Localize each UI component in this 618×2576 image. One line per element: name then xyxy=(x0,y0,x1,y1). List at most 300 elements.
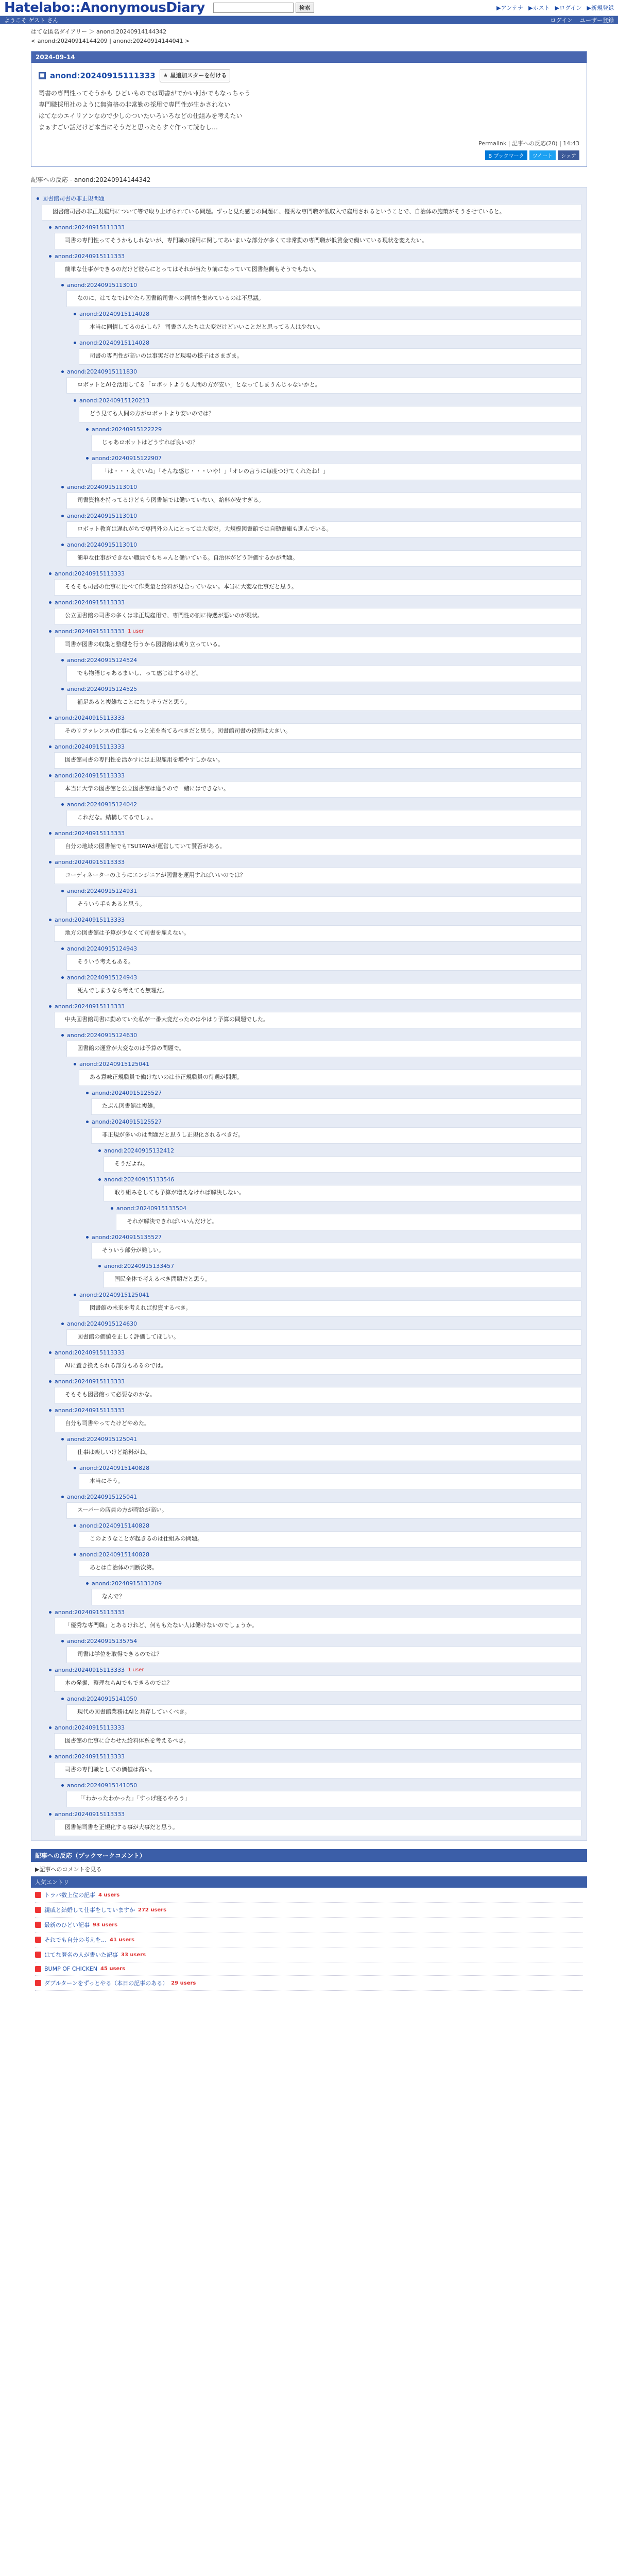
reply-children xyxy=(74,309,581,365)
reply-text: 本当にそう。 xyxy=(90,1478,124,1484)
reply-card xyxy=(54,608,581,624)
reply-text: でも物語じゃあるまいし、って感じはするけど。 xyxy=(77,670,202,676)
reply-card xyxy=(54,637,581,653)
search-form xyxy=(213,3,314,13)
reply-card xyxy=(79,1531,581,1548)
reply-node xyxy=(61,944,581,971)
bullet-icon xyxy=(61,515,64,517)
entry-line: 司書の専門性ってそうかも ひどいものでは司書がでかい何かでもなっちゃう xyxy=(39,90,251,97)
reply-link[interactable]: anond:20240915131209 xyxy=(92,1580,162,1587)
bullet-icon xyxy=(98,1149,101,1152)
reply-link[interactable]: anond:20240915133457 xyxy=(104,1262,175,1269)
bullet-icon xyxy=(61,803,64,806)
reply-text: 図書館の価値を正しく評価してほしい。 xyxy=(77,1333,179,1340)
reply-link[interactable]: anond:20240915124943 xyxy=(67,974,138,981)
reply-link[interactable]: anond:20240915113333 xyxy=(55,1349,125,1356)
reply-card xyxy=(54,1733,581,1750)
reply-card xyxy=(66,983,581,999)
reply-link[interactable]: anond:20240915113333 xyxy=(55,1724,125,1731)
bullet-icon xyxy=(49,1380,52,1383)
top-bar xyxy=(0,0,618,16)
popular-item[interactable] xyxy=(35,1962,583,1976)
reply-head xyxy=(74,1290,581,1299)
reply-link[interactable]: anond:20240915114028 xyxy=(79,310,150,317)
reply-text: スーパーの店員の方が時給が高い。 xyxy=(77,1506,167,1513)
reply-node xyxy=(49,598,581,624)
reply-head xyxy=(61,511,581,520)
reply-link[interactable]: anond:20240915111333 xyxy=(55,224,125,231)
reply-children xyxy=(98,1261,581,1288)
bullet-icon xyxy=(49,1005,52,1008)
reply-children xyxy=(61,1434,581,1605)
popular-item-title[interactable]: はてな匿名の人が書いた記事 xyxy=(44,1952,118,1958)
reply-card xyxy=(79,1473,581,1490)
reply-card xyxy=(79,348,581,365)
welcome-text: ようこそ ゲスト さん xyxy=(4,17,59,24)
reply-card xyxy=(54,723,581,740)
reply-link[interactable]: anond:20240915140828 xyxy=(79,1551,150,1558)
bullet-icon xyxy=(49,1351,52,1354)
reply-node xyxy=(37,194,581,1836)
reply-text: あとは自治体の判断次第。 xyxy=(90,1564,158,1571)
reply-link[interactable]: anond:20240915125041 xyxy=(67,1435,138,1443)
reply-head xyxy=(61,944,581,953)
reply-text: 簡単な仕事ができない職員でもちゃんと働いている。自治体がどう評価するかが問題。 xyxy=(77,554,298,561)
reply-card xyxy=(91,1243,581,1259)
reply-node xyxy=(61,367,581,480)
reply-node xyxy=(49,569,581,596)
reply-link[interactable]: anond:20240915124943 xyxy=(67,945,138,952)
reply-text: 地方の図書館は予算が少なくて司書を雇えない。 xyxy=(65,929,190,936)
reply-link[interactable]: anond:20240915120213 xyxy=(79,397,150,404)
reply-node xyxy=(49,1348,581,1375)
bullet-icon xyxy=(49,919,52,921)
reply-link[interactable]: anond:20240915124630 xyxy=(67,1031,138,1039)
reply-card xyxy=(66,1502,581,1519)
reply-text: 司書が図書の収集と整理を行うから図書館は成り立っている。 xyxy=(65,641,224,648)
reply-card xyxy=(79,1560,581,1577)
reply-node xyxy=(61,1636,581,1663)
bullet-icon xyxy=(61,1323,64,1325)
reply-children xyxy=(74,1059,581,1317)
reply-card xyxy=(79,1300,581,1317)
reply-head xyxy=(74,1550,581,1559)
reply-card xyxy=(66,666,581,682)
reply-node xyxy=(61,800,581,826)
reply-head xyxy=(98,1146,581,1155)
reply-link[interactable]: anond:20240915140828 xyxy=(79,1522,150,1529)
reply-node xyxy=(49,1809,581,1836)
bookmark-comments-link[interactable]: ▶記事へのコメントを見る xyxy=(35,1866,102,1873)
reply-card xyxy=(66,1647,581,1663)
reply-node xyxy=(86,1117,581,1230)
reply-card xyxy=(104,1185,581,1201)
bullet-icon xyxy=(49,774,52,777)
reply-node xyxy=(49,742,581,769)
reply-children xyxy=(61,280,581,567)
reply-head xyxy=(86,425,581,434)
entry-line: はてなのエイリアンなので少しのついたいろいろなどの仕組みを考えたい xyxy=(39,112,243,120)
reply-node xyxy=(49,1665,581,1721)
reply-card xyxy=(54,1416,581,1432)
reply-card xyxy=(66,1791,581,1807)
reply-text: 図書館の未来を考えれば投資するべき。 xyxy=(90,1304,192,1311)
reply-node xyxy=(61,482,581,509)
bullet-icon xyxy=(86,457,89,460)
signup-link[interactable]: ユーザー登録 xyxy=(580,17,614,24)
reply-children xyxy=(61,1030,581,1346)
reply-card xyxy=(54,839,581,855)
reply-head xyxy=(49,828,581,838)
entry-line: まぁすごい話だけど本当にそうだと思ったらすぐ作って読むし… xyxy=(39,124,218,131)
entry-line: 専門職採用社のように無資格の非常勤の採用で専門性が生かされない xyxy=(39,101,231,108)
popular-item-count[interactable]: 41 users xyxy=(110,1937,135,1943)
reply-card xyxy=(54,925,581,942)
reply-node xyxy=(61,973,581,999)
reply-node xyxy=(61,280,581,365)
reply-node xyxy=(49,857,581,913)
reply-node xyxy=(49,915,581,999)
reply-link[interactable]: anond:20240915135527 xyxy=(92,1233,162,1241)
reply-link[interactable]: anond:20240915113333 xyxy=(55,714,125,721)
reply-link[interactable]: anond:20240915113333 xyxy=(55,1753,125,1760)
reply-link[interactable]: anond:20240915135754 xyxy=(67,1637,138,1645)
reply-children xyxy=(74,1521,581,1605)
reply-text: 司書の専門職としての価値は高い。 xyxy=(65,1766,156,1773)
popular-item-count[interactable]: 33 users xyxy=(121,1952,146,1958)
bookmark-section xyxy=(31,1849,587,1991)
reply-node xyxy=(86,453,581,480)
reply-link[interactable]: anond:20240915124630 xyxy=(67,1320,138,1327)
reply-link[interactable]: anond:20240915125041 xyxy=(67,1493,138,1500)
reply-card xyxy=(66,1704,581,1721)
reply-link[interactable]: anond:20240915125527 xyxy=(92,1089,162,1096)
bullet-icon xyxy=(49,832,52,835)
reply-link[interactable]: anond:20240915113333 xyxy=(55,829,125,837)
reply-node xyxy=(61,1492,581,1605)
reply-link[interactable]: anond:20240915124931 xyxy=(67,887,138,894)
reply-card xyxy=(66,1445,581,1461)
reply-children xyxy=(49,223,581,1836)
reply-link[interactable]: anond:20240915113333 xyxy=(55,1378,125,1385)
reply-children xyxy=(61,886,581,913)
bullet-icon xyxy=(61,370,64,373)
reply-node xyxy=(61,1434,581,1490)
reply-card xyxy=(54,868,581,884)
reply-children xyxy=(61,1694,581,1721)
reply-node xyxy=(61,511,581,538)
hatena-icon xyxy=(35,1892,41,1898)
reply-text: 現代の図書館業務はAIと共存していくべき。 xyxy=(77,1708,191,1715)
reply-card xyxy=(66,291,581,307)
bookmark-count[interactable]: 1 user xyxy=(128,628,144,634)
bullet-icon xyxy=(49,601,52,604)
reply-link[interactable]: anond:20240915113333 xyxy=(55,1406,125,1414)
reply-children xyxy=(86,425,581,480)
popular-item[interactable] xyxy=(35,1976,583,1991)
bullet-icon xyxy=(49,255,52,258)
bullet-icon xyxy=(74,1063,76,1065)
bullet-icon xyxy=(61,284,64,286)
top-link-login[interactable]: ▶ログイン xyxy=(555,5,582,11)
reply-link[interactable]: anond:20240915113333 xyxy=(55,628,125,635)
reply-link[interactable]: anond:20240915124525 xyxy=(67,685,138,692)
reply-text: ロボット教育は遅れがちで専門外の人にとっては大変だ。大規模図書館では自動書庫も進んでいる。 xyxy=(77,526,332,532)
reply-link[interactable]: anond:20240915133546 xyxy=(104,1176,175,1183)
reply-link[interactable]: anond:20240915113010 xyxy=(67,281,138,289)
reply-head xyxy=(49,569,581,578)
bullet-icon xyxy=(49,861,52,863)
reply-text: 司書は学位を取得できるのでは？ xyxy=(77,1651,162,1657)
bullet-icon xyxy=(74,342,76,344)
reply-link[interactable]: anond:20240915114028 xyxy=(79,339,150,346)
reply-card xyxy=(91,1589,581,1605)
reply-text: そもそも図書館って必要なのかな。 xyxy=(65,1391,156,1398)
reply-link[interactable]: anond:20240915113010 xyxy=(67,512,138,519)
bullet-icon xyxy=(61,1784,64,1787)
breadcrumb[interactable]: はてな匿名ダイアリー ＞ anond:20240914144342 xyxy=(31,28,167,35)
reply-card xyxy=(54,781,581,798)
reply-text: AIに置き換えられる部分もあるのでは。 xyxy=(65,1362,167,1369)
hatena-icon xyxy=(35,1966,41,1972)
reply-head xyxy=(61,886,581,895)
reply-link[interactable]: anond:20240915113333 xyxy=(55,916,125,923)
reply-text: 公立図書館の司書の多くは非正規雇用で、専門性の割に待遇が悪いのが現状。 xyxy=(65,612,263,619)
reply-head xyxy=(49,857,581,867)
bullet-icon xyxy=(74,1524,76,1527)
reply-link[interactable]: anond:20240915113333 xyxy=(55,1810,125,1818)
popular-item[interactable] xyxy=(35,1903,583,1918)
bullet-icon xyxy=(49,745,52,748)
bullet-icon xyxy=(49,630,52,633)
reply-head xyxy=(74,396,581,405)
reply-text: これだな。結構してるでしょ。 xyxy=(77,814,157,821)
reply-link[interactable]: anond:20240915113333 xyxy=(55,1666,125,1673)
reply-head xyxy=(49,1607,581,1617)
tweet-share-button[interactable]: ツイート xyxy=(529,150,556,160)
top-link-host[interactable]: ▶ホスト xyxy=(528,5,550,11)
popular-item-title[interactable]: ダブルターンをずっとやる（本日の記事のある） xyxy=(44,1980,168,1987)
hatena-icon xyxy=(35,1937,41,1943)
reply-node xyxy=(98,1261,581,1288)
reply-node xyxy=(61,886,581,913)
reply-link[interactable]: anond:20240915113333 xyxy=(55,1003,125,1010)
facebook-share-button[interactable]: シェア xyxy=(558,150,579,160)
hatena-icon xyxy=(35,1952,41,1958)
top-links xyxy=(496,4,614,12)
reply-link[interactable]: anond:20240915133504 xyxy=(116,1205,187,1212)
reply-node xyxy=(49,1377,581,1403)
reply-node xyxy=(86,1579,581,1605)
reply-card xyxy=(66,493,581,509)
reply-head xyxy=(98,1261,581,1270)
reply-node xyxy=(49,1723,581,1750)
reply-text: 司書の専門性が高いのは事実だけど現場の様子はさまざま。 xyxy=(90,352,243,359)
search-input[interactable] xyxy=(213,3,294,13)
reply-card xyxy=(54,579,581,596)
user-bar xyxy=(0,16,618,24)
reply-text: じゃあロボットはどうすれば良いの？ xyxy=(102,439,198,446)
reply-card xyxy=(66,1329,581,1346)
reply-link[interactable]: anond:20240915124524 xyxy=(67,656,138,664)
reply-link[interactable]: anond:20240915113010 xyxy=(67,541,138,548)
entry-title[interactable]: anond:20240915111333 xyxy=(50,71,156,80)
reply-head xyxy=(61,1694,581,1703)
reply-text: 図書館司書の非正規雇用について等で取り上げられている問題。ずっと見た感じの問題に、優秀な専門職が低収入で雇用されるということで、自治体の施策がそうさせていると。 xyxy=(53,208,505,215)
reply-link[interactable]: anond:20240915122229 xyxy=(92,426,162,433)
reply-text: 死んでしまうなら考えても無理だ。 xyxy=(77,987,168,994)
reply-text: 中央図書館司書に勤めていた私が一番大変だったのはやはり予算の問題でした。 xyxy=(65,1016,269,1023)
reply-node xyxy=(61,1781,581,1807)
reply-head xyxy=(111,1204,581,1213)
bullet-icon xyxy=(61,544,64,546)
reply-card xyxy=(54,1012,581,1028)
reply-link[interactable]: anond:20240915132412 xyxy=(104,1147,175,1154)
reply-node xyxy=(49,1002,581,1346)
popular-item-count[interactable]: 4 users xyxy=(98,1892,120,1898)
reply-text: ある意味正規職員で働けないのは非正規職員の待遇が問題。 xyxy=(90,1074,243,1080)
reply-head xyxy=(74,309,581,318)
popular-item-title[interactable]: それでも自分の考えを… xyxy=(44,1937,107,1943)
popular-item-count[interactable]: 45 users xyxy=(100,1966,126,1972)
reply-node xyxy=(49,828,581,855)
reply-head xyxy=(61,1319,581,1328)
reply-head xyxy=(61,280,581,290)
reply-children xyxy=(61,1636,581,1663)
popular-item-title[interactable]: トラバ数上位の記事 xyxy=(44,1892,95,1899)
popular-item-count[interactable]: 272 users xyxy=(138,1907,167,1913)
reply-link[interactable]: anond:20240915113333 xyxy=(55,570,125,577)
popular-item-count[interactable]: 93 users xyxy=(93,1922,118,1928)
reply-node xyxy=(61,684,581,711)
popular-item[interactable] xyxy=(35,1947,583,1962)
bookmark-share-button[interactable]: B ブックマーク xyxy=(485,150,527,160)
bullet-icon xyxy=(86,1121,89,1123)
popular-item-title[interactable]: BUMP OF CHICKEN xyxy=(44,1965,97,1972)
reply-link[interactable]: anond:20240915140828 xyxy=(79,1464,150,1471)
top-link-register[interactable]: ▶新規登録 xyxy=(587,5,614,11)
bullet-icon xyxy=(86,1092,89,1094)
reply-link[interactable]: 図書館司書の非正規問題 xyxy=(42,195,105,202)
entry-pager[interactable]: < anond:20240914144209 | anond:20240914144041 > xyxy=(31,38,190,44)
reply-link[interactable]: anond:20240915141050 xyxy=(67,1695,138,1702)
reply-node xyxy=(49,771,581,826)
reply-link[interactable]: anond:20240915113010 xyxy=(67,483,138,490)
reply-node xyxy=(61,655,581,682)
reply-head xyxy=(86,453,581,463)
reply-link[interactable]: anond:20240915124042 xyxy=(67,801,138,808)
reply-head xyxy=(49,626,581,636)
popular-item-title[interactable]: 親戚と結婚して仕事をしていますか xyxy=(44,1907,135,1913)
reply-node xyxy=(74,309,581,336)
entry-footer[interactable]: Permalink | 記事への反応(20) | 14:43 xyxy=(478,140,579,147)
reply-node xyxy=(61,1694,581,1721)
reply-link[interactable]: anond:20240915111333 xyxy=(55,252,125,260)
reply-card xyxy=(66,896,581,913)
reply-link[interactable]: anond:20240915113333 xyxy=(55,743,125,750)
reply-tree xyxy=(31,187,587,1841)
reply-text: ロボットとAIを活用してる「ロボットよりも人間の方が安い」となってしまうんじゃないかと。 xyxy=(77,381,321,388)
reply-card xyxy=(91,464,581,480)
reply-link[interactable]: anond:20240915125527 xyxy=(92,1118,162,1125)
reply-node xyxy=(111,1204,581,1230)
reply-children xyxy=(61,944,581,999)
reply-text: 国民全体で考えるべき問題だと思う。 xyxy=(114,1276,211,1282)
popular-item[interactable] xyxy=(35,1918,583,1933)
hatena-icon xyxy=(35,1922,41,1928)
reply-text: 簡単な仕事ができるのだけど彼らにとってはそれが当たり前になっていて図書館側もそうでもない。 xyxy=(65,266,320,273)
reply-link[interactable]: anond:20240915113333 xyxy=(55,772,125,779)
bullet-icon xyxy=(74,313,76,315)
reply-link[interactable]: anond:20240915141050 xyxy=(67,1782,138,1789)
reply-link[interactable]: anond:20240915122907 xyxy=(92,454,162,462)
popular-item[interactable] xyxy=(35,1933,583,1947)
reply-card xyxy=(54,752,581,769)
popular-list xyxy=(31,1888,587,1991)
reply-children xyxy=(61,1781,581,1807)
login-link[interactable]: ログイン xyxy=(550,17,573,24)
reply-card xyxy=(54,1762,581,1778)
reply-head xyxy=(74,1059,581,1069)
reply-head xyxy=(49,1809,581,1819)
top-link-antenna[interactable]: ▶アンテナ xyxy=(496,5,524,11)
bullet-icon xyxy=(98,1265,101,1267)
bookmark-count[interactable]: 1 user xyxy=(128,1667,144,1673)
reply-link[interactable]: anond:20240915113333 xyxy=(55,1608,125,1616)
reply-text: そういう部分が難しい。 xyxy=(102,1247,164,1253)
reply-head xyxy=(49,251,581,261)
search-button[interactable]: 検索 xyxy=(296,3,314,13)
popular-item-count[interactable]: 29 users xyxy=(171,1980,196,1986)
reply-link[interactable]: anond:20240915113333 xyxy=(55,599,125,606)
reply-card xyxy=(54,1675,581,1692)
reply-card xyxy=(104,1156,581,1173)
reply-head xyxy=(61,1492,581,1501)
hatena-icon xyxy=(35,1980,41,1986)
reply-text: 本の発掘、整理ならAIでもできるのでは？ xyxy=(65,1680,173,1686)
reply-link[interactable]: anond:20240915125041 xyxy=(79,1060,150,1067)
popular-bar: 人気エントリ xyxy=(31,1876,587,1888)
bullet-icon xyxy=(86,1582,89,1585)
reply-link[interactable]: anond:20240915113333 xyxy=(55,858,125,866)
reply-head xyxy=(61,540,581,549)
popular-item[interactable] xyxy=(35,1888,583,1903)
bullet-icon xyxy=(86,428,89,431)
reply-head xyxy=(49,223,581,232)
reply-card xyxy=(54,262,581,278)
reply-children xyxy=(74,1463,581,1490)
reply-children xyxy=(86,1088,581,1288)
reply-node xyxy=(49,223,581,249)
reply-card xyxy=(91,1127,581,1144)
bullet-icon xyxy=(49,717,52,719)
reply-card xyxy=(54,1358,581,1375)
reply-node xyxy=(74,338,581,365)
reply-text: 補足あると複雑なことになりそうだと思う。 xyxy=(77,699,191,705)
reply-text: 図書館の仕事に合わせた給料体系を考えるべき。 xyxy=(65,1737,190,1744)
site-logo[interactable]: Hatelabo::AnonymousDiary xyxy=(4,0,205,15)
reply-text: そういう考えもある。 xyxy=(77,958,134,965)
bullet-icon xyxy=(49,1669,52,1671)
bullet-icon xyxy=(61,947,64,950)
reply-node xyxy=(86,425,581,451)
popular-item-title[interactable]: 最新のひどい記事 xyxy=(44,1922,90,1928)
add-star-button[interactable]: ★ 星追加スターを付ける xyxy=(160,69,231,82)
bookmark-title: 記事への反応（ブックマークコメント） xyxy=(31,1849,587,1862)
reply-link[interactable]: anond:20240915125041 xyxy=(79,1291,150,1298)
reply-head xyxy=(49,1405,581,1415)
reply-link[interactable]: anond:20240915111830 xyxy=(67,368,138,375)
